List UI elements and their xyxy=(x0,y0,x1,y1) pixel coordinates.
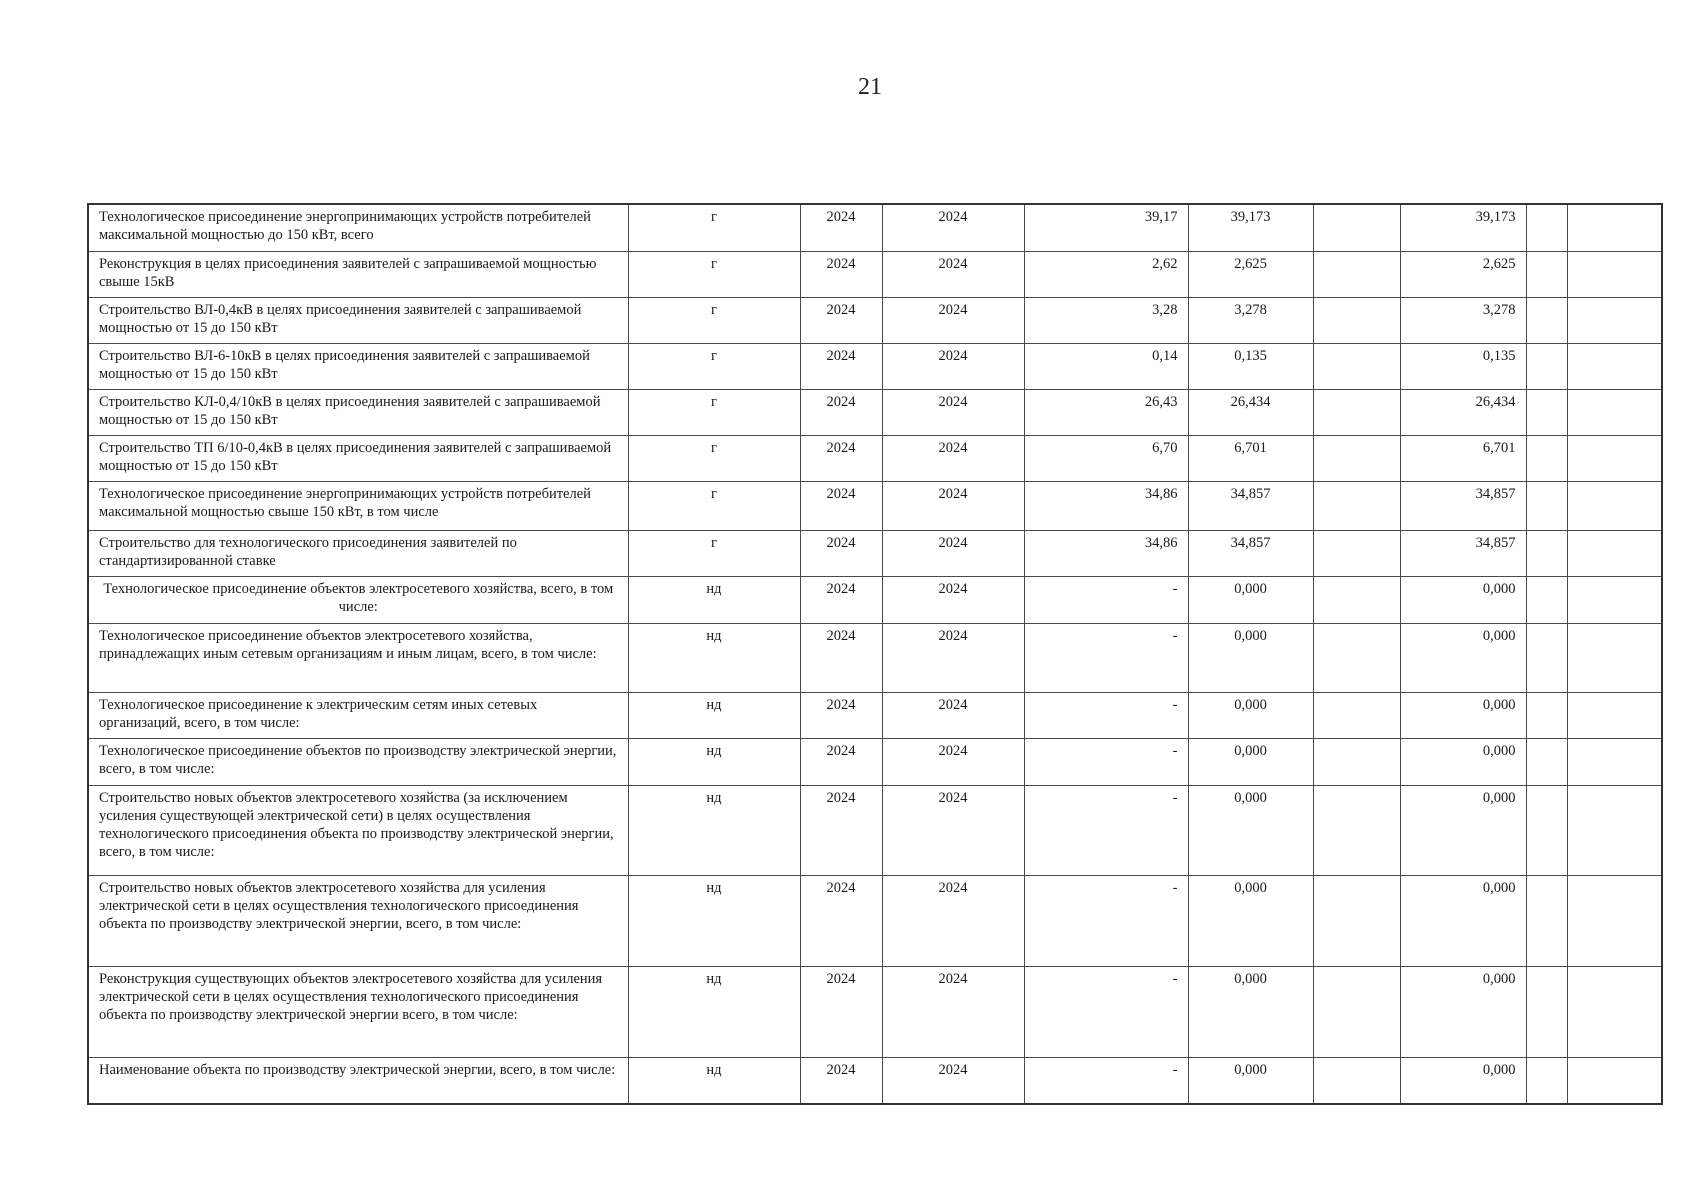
object-name: Технологическое присоединение к электрическим сетям иных сетевых организаций, всего, в том числе: xyxy=(88,692,628,738)
object-name: Строительство КЛ-0,4/10кВ в целях присоединения заявителей с запрашиваемой мощностью от 15 до 150 кВт xyxy=(88,389,628,435)
value-cell: 0,000 xyxy=(1188,785,1313,875)
value-cell: 34,86 xyxy=(1024,530,1188,576)
empty-cell xyxy=(1567,692,1662,738)
empty-cell xyxy=(1567,343,1662,389)
value-cell: 0,000 xyxy=(1188,576,1313,623)
empty-cell xyxy=(1526,481,1567,530)
empty-cell xyxy=(1567,738,1662,785)
table-row xyxy=(88,251,1662,297)
value-cell: 26,43 xyxy=(1024,389,1188,435)
end-year: 2024 xyxy=(882,966,1024,1057)
unit-cell: нд xyxy=(628,1057,800,1104)
empty-cell xyxy=(1567,389,1662,435)
value-cell: 0,000 xyxy=(1400,785,1526,875)
unit-cell: нд xyxy=(628,738,800,785)
empty-cell xyxy=(1567,251,1662,297)
table-row xyxy=(88,1057,1662,1104)
value-cell: 39,173 xyxy=(1400,204,1526,251)
value-cell: 0,000 xyxy=(1400,623,1526,692)
end-year: 2024 xyxy=(882,785,1024,875)
end-year: 2024 xyxy=(882,738,1024,785)
empty-cell xyxy=(1526,875,1567,966)
object-name: Реконструкция существующих объектов электросетевого хозяйства для усиления электрической сети в целях осуществления технологического присоединения объекта по производству электрической энергии всего, в том числе: xyxy=(88,966,628,1057)
empty-cell xyxy=(1567,576,1662,623)
empty-cell xyxy=(1526,204,1567,251)
value-cell: 0,000 xyxy=(1188,966,1313,1057)
value-cell: 6,701 xyxy=(1188,435,1313,481)
empty-cell xyxy=(1567,481,1662,530)
value-cell: 2,62 xyxy=(1024,251,1188,297)
value-cell: 3,278 xyxy=(1400,297,1526,343)
object-name: Технологическое присоединение объектов электросетевого хозяйства, принадлежащих иным сетевым организациям и иным лицам, всего, в том числе: xyxy=(88,623,628,692)
unit-cell: г xyxy=(628,204,800,251)
empty-cell xyxy=(1526,785,1567,875)
value-cell: 0,000 xyxy=(1188,692,1313,738)
end-year: 2024 xyxy=(882,623,1024,692)
value-cell: 6,70 xyxy=(1024,435,1188,481)
value-cell: - xyxy=(1024,785,1188,875)
object-name: Строительство для технологического присоединения заявителей по стандартизированной ставке xyxy=(88,530,628,576)
value-cell: 34,857 xyxy=(1400,481,1526,530)
value-cell: - xyxy=(1024,692,1188,738)
table-row xyxy=(88,692,1662,738)
value-cell xyxy=(1313,785,1400,875)
end-year: 2024 xyxy=(882,435,1024,481)
value-cell: 34,857 xyxy=(1188,481,1313,530)
value-cell: 34,857 xyxy=(1188,530,1313,576)
empty-cell xyxy=(1567,530,1662,576)
value-cell: 39,17 xyxy=(1024,204,1188,251)
start-year: 2024 xyxy=(800,204,882,251)
value-cell: 0,000 xyxy=(1400,966,1526,1057)
unit-cell: нд xyxy=(628,692,800,738)
start-year: 2024 xyxy=(800,966,882,1057)
object-name: Строительство ВЛ-0,4кВ в целях присоединения заявителей с запрашиваемой мощностью от 15 до 150 кВт xyxy=(88,297,628,343)
start-year: 2024 xyxy=(800,576,882,623)
value-cell: 0,000 xyxy=(1188,875,1313,966)
empty-cell xyxy=(1567,966,1662,1057)
start-year: 2024 xyxy=(800,1057,882,1104)
start-year: 2024 xyxy=(800,435,882,481)
value-cell: 0,000 xyxy=(1400,692,1526,738)
object-name: Реконструкция в целях присоединения заявителей с запрашиваемой мощностью свыше 15кВ xyxy=(88,251,628,297)
end-year: 2024 xyxy=(882,530,1024,576)
value-cell xyxy=(1313,875,1400,966)
object-name: Наименование объекта по производству электрической энергии, всего, в том числе: xyxy=(88,1057,628,1104)
value-cell xyxy=(1313,297,1400,343)
table-row xyxy=(88,204,1662,251)
value-cell xyxy=(1313,251,1400,297)
value-cell xyxy=(1313,343,1400,389)
table-row xyxy=(88,623,1662,692)
table-row xyxy=(88,389,1662,435)
value-cell: - xyxy=(1024,966,1188,1057)
value-cell xyxy=(1313,435,1400,481)
empty-cell xyxy=(1526,435,1567,481)
value-cell: 0,000 xyxy=(1400,875,1526,966)
value-cell xyxy=(1313,204,1400,251)
value-cell xyxy=(1313,481,1400,530)
table-row xyxy=(88,966,1662,1057)
unit-cell: г xyxy=(628,389,800,435)
end-year: 2024 xyxy=(882,389,1024,435)
table-row xyxy=(88,530,1662,576)
end-year: 2024 xyxy=(882,1057,1024,1104)
start-year: 2024 xyxy=(800,692,882,738)
object-name: Технологическое присоединение объектов электросетевого хозяйства, всего, в том числе: xyxy=(88,576,628,623)
table-row xyxy=(88,297,1662,343)
unit-cell: нд xyxy=(628,785,800,875)
unit-cell: г xyxy=(628,435,800,481)
start-year: 2024 xyxy=(800,623,882,692)
end-year: 2024 xyxy=(882,875,1024,966)
start-year: 2024 xyxy=(800,738,882,785)
end-year: 2024 xyxy=(882,692,1024,738)
table-row xyxy=(88,435,1662,481)
empty-cell xyxy=(1567,204,1662,251)
unit-cell: г xyxy=(628,297,800,343)
empty-cell xyxy=(1567,297,1662,343)
value-cell: 3,28 xyxy=(1024,297,1188,343)
start-year: 2024 xyxy=(800,389,882,435)
start-year: 2024 xyxy=(800,785,882,875)
value-cell xyxy=(1313,692,1400,738)
end-year: 2024 xyxy=(882,576,1024,623)
value-cell: 26,434 xyxy=(1188,389,1313,435)
value-cell xyxy=(1313,966,1400,1057)
object-name: Технологическое присоединение энергопринимающих устройств потребителей максимальной мощностью свыше 150 кВт, в том числе xyxy=(88,481,628,530)
end-year: 2024 xyxy=(882,343,1024,389)
empty-cell xyxy=(1567,785,1662,875)
empty-cell xyxy=(1526,966,1567,1057)
end-year: 2024 xyxy=(882,251,1024,297)
table-row xyxy=(88,875,1662,966)
table-row xyxy=(88,785,1662,875)
start-year: 2024 xyxy=(800,297,882,343)
start-year: 2024 xyxy=(800,251,882,297)
end-year: 2024 xyxy=(882,204,1024,251)
empty-cell xyxy=(1526,623,1567,692)
value-cell: 0,000 xyxy=(1188,1057,1313,1104)
empty-cell xyxy=(1567,875,1662,966)
empty-cell xyxy=(1567,435,1662,481)
value-cell xyxy=(1313,389,1400,435)
value-cell: 0,000 xyxy=(1188,623,1313,692)
value-cell: - xyxy=(1024,875,1188,966)
empty-cell xyxy=(1526,251,1567,297)
value-cell: - xyxy=(1024,1057,1188,1104)
value-cell xyxy=(1313,576,1400,623)
value-cell: 34,857 xyxy=(1400,530,1526,576)
empty-cell xyxy=(1567,1057,1662,1104)
empty-cell xyxy=(1526,343,1567,389)
object-name: Строительство ТП 6/10-0,4кВ в целях присоединения заявителей с запрашиваемой мощностью от 15 до 150 кВт xyxy=(88,435,628,481)
value-cell: 2,625 xyxy=(1400,251,1526,297)
page-number: 21 xyxy=(858,74,882,100)
unit-cell: нд xyxy=(628,875,800,966)
value-cell xyxy=(1313,1057,1400,1104)
end-year: 2024 xyxy=(882,297,1024,343)
value-cell: 0,000 xyxy=(1400,576,1526,623)
object-name: Строительство ВЛ-6-10кВ в целях присоединения заявителей с запрашиваемой мощностью от 15 до 150 кВт xyxy=(88,343,628,389)
unit-cell: г xyxy=(628,530,800,576)
start-year: 2024 xyxy=(800,481,882,530)
object-name: Строительство новых объектов электросетевого хозяйства для усиления электрической сети в целях осуществления технологического присоединения объекта по производству электрической энергии, всего, в том числе: xyxy=(88,875,628,966)
object-name: Строительство новых объектов электросетевого хозяйства (за исключением усиления существующей электрической сети) в целях осуществления технологического присоединения объекта по производству электрической энергии, всего, в том числе: xyxy=(88,785,628,875)
empty-cell xyxy=(1526,389,1567,435)
object-name: Технологическое присоединение энергопринимающих устройств потребителей максимальной мощностью до 150 кВт, всего xyxy=(88,204,628,251)
empty-cell xyxy=(1526,576,1567,623)
value-cell: 0,000 xyxy=(1188,738,1313,785)
table-row xyxy=(88,738,1662,785)
value-cell: 0,135 xyxy=(1188,343,1313,389)
empty-cell xyxy=(1567,623,1662,692)
unit-cell: г xyxy=(628,251,800,297)
value-cell: 34,86 xyxy=(1024,481,1188,530)
start-year: 2024 xyxy=(800,343,882,389)
end-year: 2024 xyxy=(882,481,1024,530)
unit-cell: г xyxy=(628,481,800,530)
table-row xyxy=(88,576,1662,623)
empty-cell xyxy=(1526,1057,1567,1104)
investment-table xyxy=(87,203,1663,1105)
value-cell: 0,135 xyxy=(1400,343,1526,389)
value-cell: - xyxy=(1024,738,1188,785)
empty-cell xyxy=(1526,738,1567,785)
value-cell xyxy=(1313,623,1400,692)
value-cell: 3,278 xyxy=(1188,297,1313,343)
value-cell: 39,173 xyxy=(1188,204,1313,251)
start-year: 2024 xyxy=(800,530,882,576)
unit-cell: нд xyxy=(628,623,800,692)
empty-cell xyxy=(1526,297,1567,343)
unit-cell: нд xyxy=(628,576,800,623)
value-cell: - xyxy=(1024,623,1188,692)
unit-cell: нд xyxy=(628,966,800,1057)
empty-cell xyxy=(1526,530,1567,576)
table-row xyxy=(88,481,1662,530)
value-cell: 6,701 xyxy=(1400,435,1526,481)
table-row xyxy=(88,343,1662,389)
value-cell xyxy=(1313,738,1400,785)
unit-cell: г xyxy=(628,343,800,389)
object-name: Технологическое присоединение объектов по производству электрической энергии, всего, в том числе: xyxy=(88,738,628,785)
value-cell: 0,000 xyxy=(1400,738,1526,785)
value-cell: 0,000 xyxy=(1400,1057,1526,1104)
value-cell: 2,625 xyxy=(1188,251,1313,297)
value-cell: 26,434 xyxy=(1400,389,1526,435)
value-cell: 0,14 xyxy=(1024,343,1188,389)
value-cell: - xyxy=(1024,576,1188,623)
empty-cell xyxy=(1526,692,1567,738)
value-cell xyxy=(1313,530,1400,576)
start-year: 2024 xyxy=(800,875,882,966)
